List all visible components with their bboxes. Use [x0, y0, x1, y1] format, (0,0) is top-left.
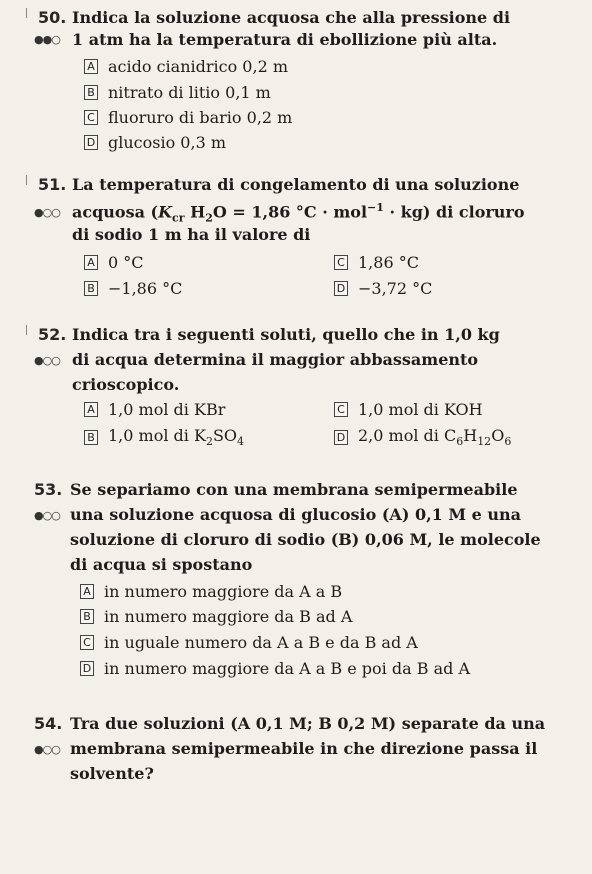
question-54-number: 54.	[34, 714, 63, 733]
option-letter-box: A	[84, 402, 98, 417]
option-text: −3,72 °C	[358, 279, 433, 298]
option-text: fluoruro di bario 0,2 m	[108, 108, 293, 127]
q50-option-d	[84, 133, 226, 152]
question-52-line3: crioscopico.	[72, 375, 180, 394]
question-51-line1: La temperatura di congelamento di una soluzione	[72, 175, 520, 194]
option-letter-box: A	[84, 255, 98, 270]
option-letter-box: C	[334, 255, 348, 270]
option-letter-box: C	[84, 110, 98, 125]
difficulty-dots-52: ●○○	[34, 354, 60, 367]
question-50-line2: 1 atm ha la temperatura di ebollizione più alta.	[72, 30, 498, 49]
q53-option-b	[80, 607, 352, 626]
q51-option-b	[84, 279, 182, 298]
option-letter-box: D	[80, 661, 94, 676]
q53-option-d	[80, 659, 470, 678]
option-letter-box: C	[334, 402, 348, 417]
option-letter-box: B	[84, 281, 98, 296]
question-53-number: 53.	[34, 480, 63, 499]
option-letter-box: D	[84, 135, 98, 150]
option-text: 2,0 mol di $C_6H_{12}O_6$	[358, 426, 512, 449]
option-text: glucosio 0,3 m	[108, 133, 227, 152]
option-text: 0 °C	[108, 253, 144, 272]
difficulty-dots-51: ●○○	[34, 206, 60, 219]
q51-option-d	[334, 279, 432, 298]
question-51-line3: di sodio 1 m ha il valore di	[72, 225, 311, 244]
question-53-line2: una soluzione acquosa di glucosio (A) 0,1 M e una	[70, 505, 522, 524]
question-50-line1: Indica la soluzione acquosa che alla pressione di	[72, 8, 511, 27]
question-50-number: 50.	[38, 8, 67, 27]
question-53-line4: di acqua si spostano	[70, 555, 253, 574]
option-letter-box: D	[334, 430, 348, 445]
q50-option-c	[84, 108, 292, 127]
difficulty-dots-50: ●●○	[34, 33, 60, 46]
q52-option-b	[84, 426, 244, 448]
option-letter-box: D	[334, 281, 348, 296]
question-52-line2: di acqua determina il maggior abbassamento	[72, 350, 479, 369]
option-text: in numero maggiore da B ad A	[104, 607, 353, 626]
q52-option-a	[84, 400, 225, 419]
option-letter-box: C	[80, 635, 94, 650]
option-letter-box: B	[80, 609, 94, 624]
difficulty-dots-53: ●○○	[34, 509, 60, 522]
option-text: acido cianidrico 0,2 m	[108, 57, 289, 76]
option-letter-box: B	[84, 85, 98, 100]
q50-option-b	[84, 83, 271, 102]
question-51-line2: acquosa ($K_{cr}$ $H_2O = 1,86$ °C · mol$^{-1}$ · kg) di cloruro	[72, 201, 525, 225]
q50-option-a	[84, 57, 288, 76]
q52-option-d	[334, 426, 511, 448]
question-53-line3: soluzione di cloruro di sodio (B) 0,06 M, le molecole	[70, 530, 541, 549]
option-text: 1,0 mol di $K_2SO_4$	[108, 426, 245, 449]
question-54-line1: Tra due soluzioni (A 0,1 M; B 0,2 M) separate da una	[70, 714, 546, 733]
q53-option-c	[80, 633, 418, 652]
option-text: 1,0 mol di KBr	[108, 400, 226, 419]
option-text: in numero maggiore da A a B e poi da B ad A	[104, 659, 471, 678]
option-letter-box: B	[84, 430, 98, 445]
option-text: in uguale numero da A a B e da B ad A	[104, 633, 418, 652]
difficulty-dots-54: ●○○	[34, 743, 60, 756]
q51-option-c	[334, 253, 419, 272]
question-54-line2: membrana semipermeabile in che direzione passa il	[70, 739, 538, 758]
question-51-number: 51.	[38, 175, 67, 194]
question-52-line1: Indica tra i seguenti soluti, quello che in 1,0 kg	[72, 325, 500, 344]
option-text: in numero maggiore da A a B	[104, 582, 343, 601]
option-letter-box: A	[84, 59, 98, 74]
option-text: 1,0 mol di KOH	[358, 400, 483, 419]
option-letter-box: A	[80, 584, 94, 599]
option-text: −1,86 °C	[108, 279, 183, 298]
q51-option-a	[84, 253, 144, 272]
option-text: nitrato di litio 0,1 m	[108, 83, 271, 102]
question-52-number: 52.	[38, 325, 67, 344]
option-text: 1,86 °C	[358, 253, 419, 272]
q52-option-c	[334, 400, 483, 419]
question-54-line3: solvente?	[70, 764, 154, 783]
question-53-line1: Se separiamo con una membrana semipermeabile	[70, 480, 518, 499]
q53-option-a	[80, 582, 342, 601]
